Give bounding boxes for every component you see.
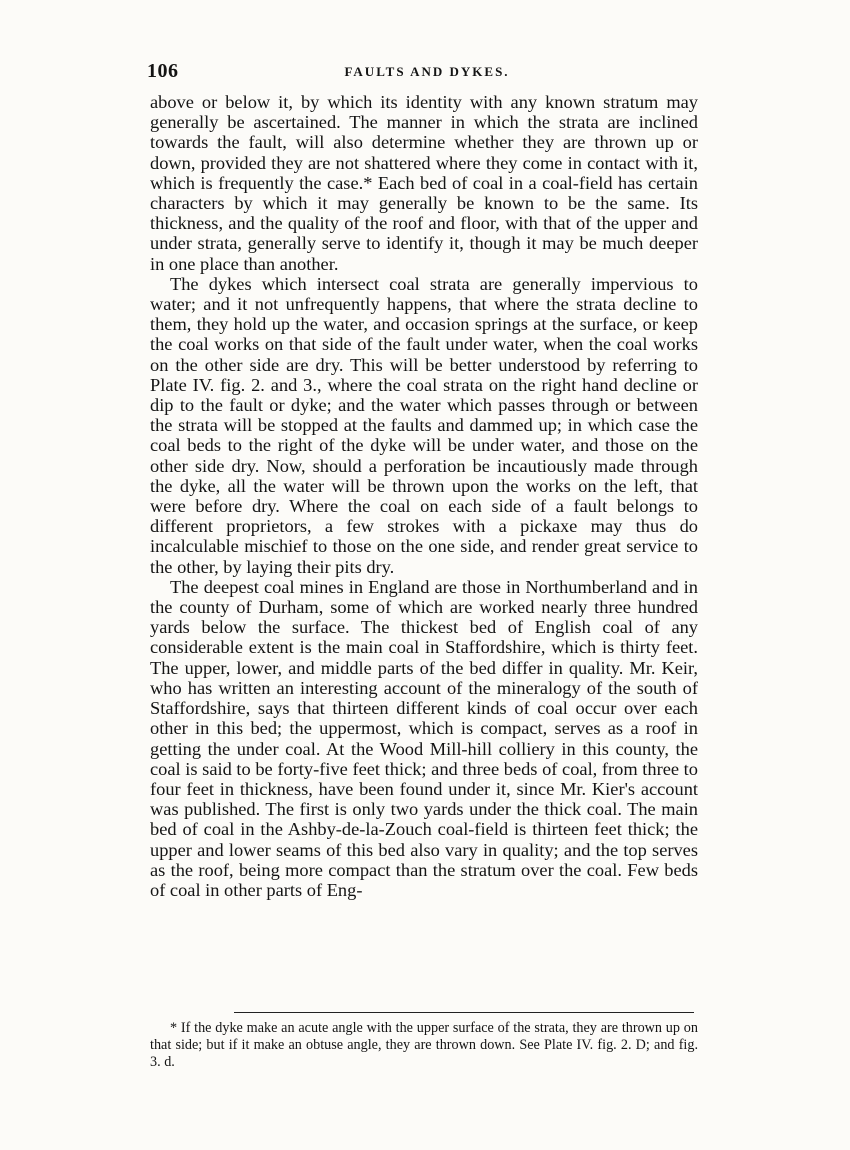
footnote-rule <box>234 1012 694 1013</box>
running-head <box>147 60 707 86</box>
footnote <box>150 1020 698 1071</box>
paragraph-continuation: above or below it, by which its identity with any known stratum may generally be ascertained. The manner in which the strata are inclined towards the fault, will also determine whether they are thrown up or down, provided they are not shattered where they come in contact with it, which is frequently the case.* Each bed of coal in a coal-field has certain characters by which it may generally be known to be the same. Its thickness, and the quality of the roof and floor, with that of the upper and under strata, generally serve to identify it, though it may be much deeper in one place than another. <box>150 92 698 274</box>
page-number: 106 <box>147 60 179 82</box>
footnote-text: * If the dyke make an acute angle with the upper surface of the strata, they are thrown up on that side; but if it make an obtuse angle, they are thrown down. See Plate IV. fig. 2. D; and fig. 3. d. <box>150 1020 698 1070</box>
running-title: FAULTS AND DYKES. <box>344 64 510 79</box>
body-text <box>150 92 698 900</box>
paragraph-deepest-mines: The deepest coal mines in England are those in Northumberland and in the county of Durham, some of which are worked nearly three hundred yards below the surface. The thickest bed of English coal of any considerable extent is the main coal in Staffordshire, which is thirty feet. The upper, lower, and middle parts of the bed differ in quality. Mr. Keir, who has written an interesting account of the mineralogy of the south of Staffordshire, says that thirteen different kinds of coal occur over each other in this bed; the uppermost, which is compact, serves as a roof in getting the under coal. At the Wood Mill-hill colliery in this county, the coal is said to be forty-five feet thick; and three beds of coal, from three to four feet in thickness, have been found under it, since Mr. Kier's account was published. The first is only two yards under the thick coal. The main bed of coal in the Ashby-de-la-Zouch coal-field is thirteen feet thick; the upper and lower seams of this bed also vary in quality; and the top serves as the roof, being more compact than the stratum over the coal. Few beds of coal in other parts of Eng- <box>150 576 698 900</box>
paragraph-dykes-water: The dykes which intersect coal strata are generally impervious to water; and it not unfrequently happens, that where the strata decline to them, they hold up the water, and occasion springs at the surface, or keep the coal works on that side of the fault under water, when the coal works on the other side are dry. This will be better understood by referring to Plate IV. fig. 2. and 3., where the coal strata on the right hand decline or dip to the fault or dyke; and the water which passes through or between the strata will be stopped at the faults and dammed up; in which case the coal beds to the right of the dyke will be under water, and those on the other side dry. Now, should a perforation be incautiously made through the dyke, all the water will be thrown upon the works on the left, that were before dry. Where the coal on each side of a fault belongs to different proprietors, a few strokes with a pickaxe may thus do incalculable mischief to those on the one side, and render great service to the other, by laying their pits dry. <box>150 273 698 577</box>
